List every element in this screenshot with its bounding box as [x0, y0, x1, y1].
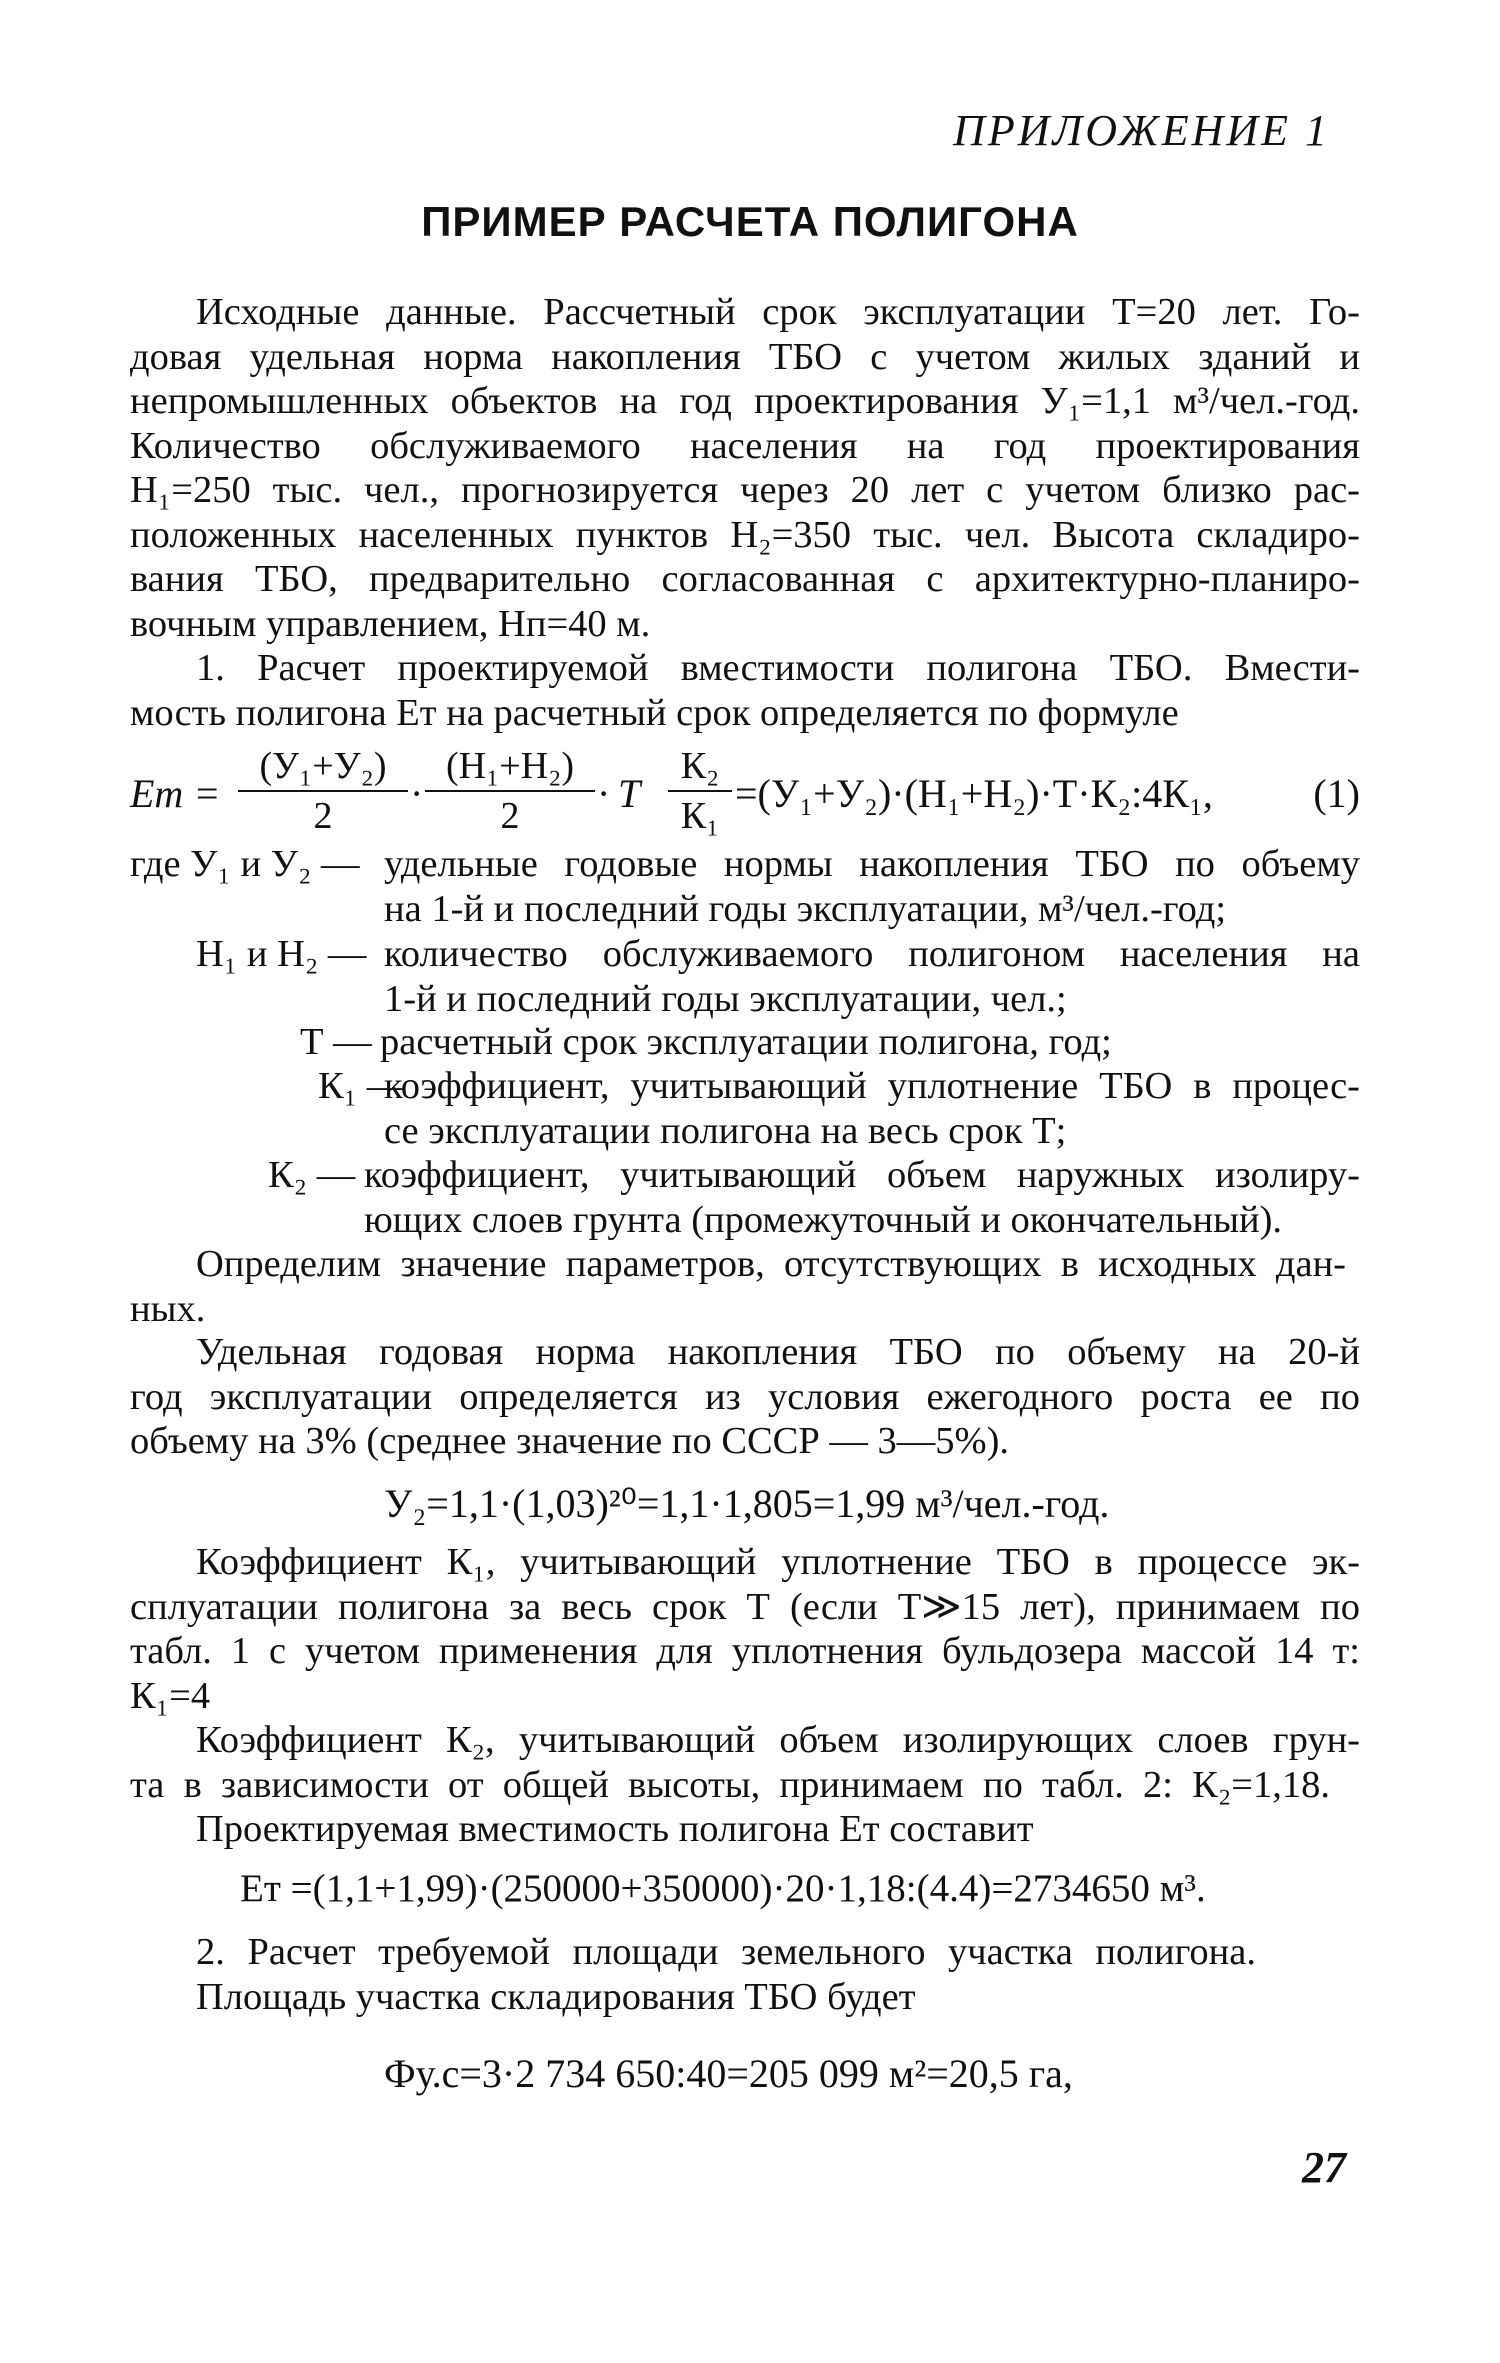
intro-line: довая удельная норма накопления ТБО с учетом жилых зданий и [130, 335, 1360, 378]
norm-paragraph [196, 1330, 1360, 1375]
formula-rhs: =(У₁+У₂)·(Н₁+Н₂)·Т·К₂:4К₁, [735, 771, 1213, 816]
section2-line: Площадь участка складирования ТБО будет [196, 1975, 916, 2018]
intro-paragraph-cont [130, 335, 1360, 647]
paragraph-line: Удельная годовая норма накопления ТБО по объему на 20-й [196, 1331, 1360, 1373]
formula-lhs: Ет = [130, 771, 221, 816]
definition-term: Н₁ и Н₂ — [196, 933, 367, 975]
section2-line: 2. Расчет требуемой площади земельного участка полигона. [196, 1931, 1256, 1973]
definition-body [384, 842, 1360, 931]
fraction-numerator: К₂ [668, 744, 732, 792]
fraction-denominator: 2 [313, 795, 333, 837]
paragraph-line: Определим значение параметров, отсутствующих в исходных дан- [196, 1243, 1346, 1285]
definition-body [384, 932, 1360, 1021]
definition-line: на 1-й и последний годы эксплуатации, м³/чел.-год; [384, 887, 1227, 930]
intro-line: вочным управлением, Нп=40 м. [130, 602, 651, 645]
definition-line: коэффициент, учитывающий объем наружных изолиру- [364, 1154, 1360, 1196]
missing-params-paragraph [196, 1242, 1346, 1287]
intro-line: положенных населенных пунктов Н₂=350 тыс. чел. Высота складиро- [130, 513, 1360, 556]
fraction-denominator: К₁ [680, 795, 720, 837]
definition-body [384, 1064, 1360, 1153]
formula-number: (1) [1313, 771, 1360, 816]
section1-cont [130, 691, 1230, 736]
paragraph-line: Проектируемая вместимость полигона Ет составит [196, 1808, 1034, 1850]
fraction-numerator: (Н₁+Н₂) [425, 744, 595, 792]
page-number: 27 [1302, 2143, 1346, 2192]
intro-line: непромышленных объектов на год проектирования У₁=1,1 м³/чел.-год. [130, 380, 1360, 422]
k2-paragraph-cont [130, 1763, 1330, 1808]
definition-term: где У₁ и У₂ — [130, 843, 360, 885]
formula-capacity-result: Ет =(1,1+1,99)·(250000+350000)·20·1,18:(4.4)=2734650 м³. [240, 1867, 1206, 1910]
fraction-numerator: (У₁+У₂) [238, 744, 408, 792]
definition-line: ющих слоев грунта (промежуточный и окончательный). [364, 1198, 1283, 1241]
intro-line: Исходные данные. Рассчетный срок эксплуатации Т=20 лет. Го- [196, 291, 1360, 333]
norm-paragraph-cont [130, 1375, 1360, 1464]
paragraph-line: К₁=4 [130, 1674, 211, 1717]
fraction-h [425, 744, 595, 838]
page-title: ПРИМЕР РАСЧЕТА ПОЛИГОНА [421, 198, 1079, 245]
paragraph-line: Коэффициент К₂, учитывающий объем изолирующих слоев грун- [196, 1719, 1360, 1761]
paragraph-line: Коэффициент К₁, учитывающий уплотнение ТБО в процессе эк- [196, 1541, 1360, 1583]
section1-heading [196, 646, 1360, 691]
definition-line: удельные годовые нормы накопления ТБО по объему [384, 843, 1360, 885]
paragraph-line: объему на 3% (среднее значение по СССР — 3—5%). [130, 1420, 1010, 1462]
definition-line: 1-й и последний годы эксплуатации, чел.; [384, 977, 1067, 1020]
section1-line: 1. Расчет проектируемой вместимости полигона ТБО. Вмести- [196, 647, 1360, 689]
definition-line: се эксплуатации полигона на весь срок Т; [384, 1109, 1067, 1152]
definition-line: коэффициент, учитывающий уплотнение ТБО в процес- [384, 1065, 1360, 1107]
appendix-header: ПРИЛОЖЕНИЕ 1 [953, 106, 1330, 155]
intro-line: вания ТБО, предварительно согласованная с архитектурно-планиро- [130, 558, 1360, 600]
paragraph-line: сплуатации полигона за весь срок Т (если Т≫15 лет), принимаем по [130, 1585, 1360, 1628]
fraction-denominator: 2 [500, 795, 520, 837]
fraction-k [668, 744, 732, 838]
definition-term: К₂ — [268, 1154, 356, 1196]
intro-paragraph [196, 290, 1360, 335]
k2-paragraph [196, 1718, 1360, 1763]
k1-paragraph-cont [130, 1585, 1360, 1719]
paragraph-line: та в зависимости от общей высоты, принимаем по табл. 2: К₂=1,18. [130, 1763, 1330, 1806]
definition-body [380, 1020, 1360, 1065]
definition-line: расчетный срок эксплуатации полигона, год; [380, 1021, 1112, 1063]
intro-line: Количество обслуживаемого населения на год проектирования [130, 424, 1360, 467]
fraction-y [238, 744, 408, 838]
formula-t: · Т [598, 771, 641, 816]
paragraph-line: ных. [130, 1287, 206, 1330]
missing-params-cont [130, 1287, 530, 1332]
formula-dot: · [410, 771, 424, 816]
formula-y2: У₂=1,1·(1,03)²⁰=1,1·1,805=1,99 м³/чел.-год. [384, 1481, 1110, 1526]
definition-term: К₁ — [318, 1065, 406, 1107]
intro-line: Н₁=250 тыс. чел., прогнозируется через 20 лет с учетом близко рас- [130, 469, 1360, 511]
definition-line: количество обслуживаемого полигоном населения на [384, 933, 1360, 975]
section1-line: мость полигона Ет на расчетный срок определяется по формуле [130, 691, 1179, 734]
section2-heading [196, 1930, 1256, 2019]
definition-term: Т — [300, 1021, 372, 1063]
paragraph-line: табл. 1 с учетом применения для уплотнения бульдозера массой 14 т: [130, 1630, 1360, 1672]
k2-paragraph-last [196, 1807, 1196, 1852]
paragraph-line: год эксплуатации определяется из условия ежегодного роста ее по [130, 1375, 1360, 1418]
formula-area: Фу.с=3·2 734 650:40=205 099 м²=20,5 га, [384, 2051, 1073, 2096]
k1-paragraph [196, 1540, 1360, 1585]
definition-body [364, 1153, 1360, 1242]
